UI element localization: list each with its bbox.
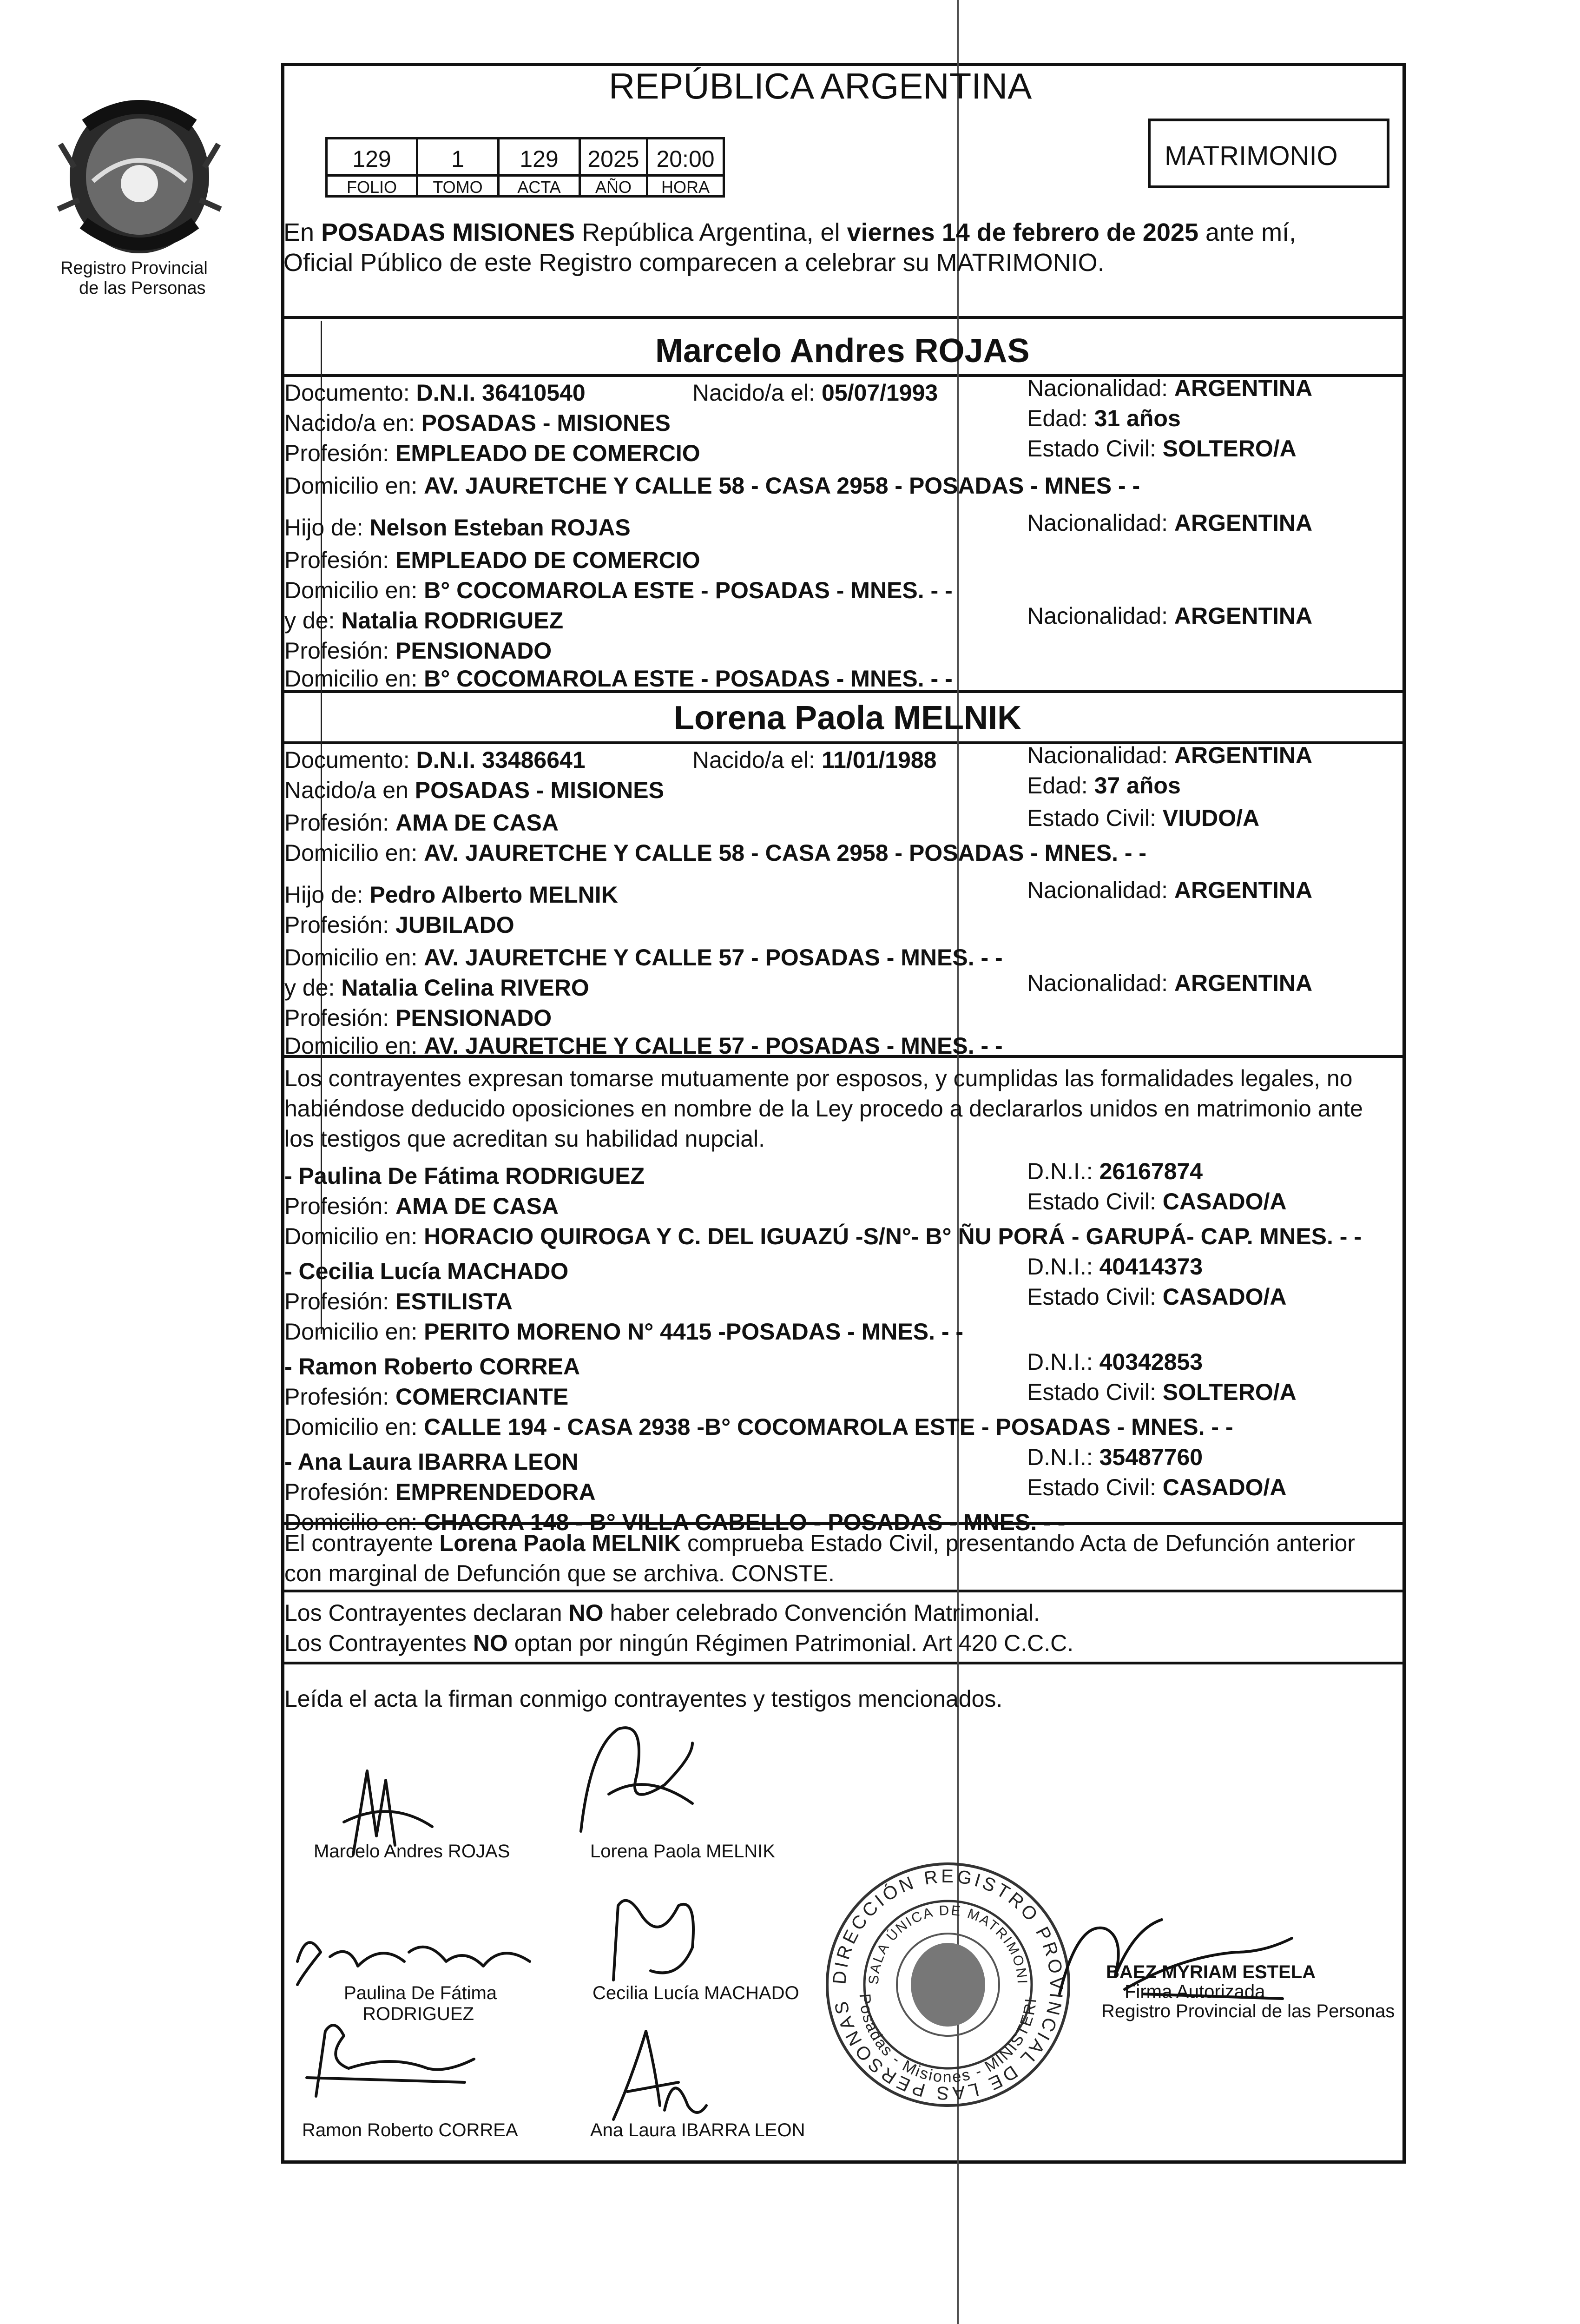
label: Domicilio en: — [284, 1319, 418, 1345]
intro-line-1 — [283, 218, 1296, 246]
bride-nationality — [1027, 741, 1312, 769]
read-note: Leída el acta la firman conmigo contrayentes y testigos mencionados. — [284, 1686, 1003, 1712]
label: Nacionalidad: — [1027, 375, 1168, 401]
label: Nacionalidad: — [1027, 877, 1168, 903]
value: VIUDO/A — [1162, 805, 1260, 831]
label: Profesión: — [284, 1288, 389, 1314]
value: B° COCOMAROLA ESTE - POSADAS - MNES. - - — [424, 577, 953, 603]
seal-outer-text: DIRECCIÓN REGISTRO PROVINCIAL DE LAS PERSONAS — [829, 1866, 1067, 2104]
groom-civil-status — [1027, 435, 1297, 462]
officer-role: Firma Autorizada — [1125, 1981, 1265, 2002]
label: Hijo de: — [284, 515, 363, 541]
value: 37 años — [1094, 772, 1181, 799]
witness-profession — [284, 1383, 568, 1411]
grid-value-folio: 129 — [325, 137, 418, 176]
label: Profesión: — [284, 1005, 389, 1031]
label: Estado Civil: — [1027, 436, 1156, 462]
label: Domicilio en: — [284, 1033, 418, 1059]
witness-dni — [1027, 1443, 1203, 1471]
witness-2-signature-label: Cecilia Lucía MACHADO — [592, 1983, 799, 2003]
label: y de: — [284, 975, 335, 1001]
registry-seal — [818, 1855, 1078, 2115]
witness-name: - Ramon Roberto CORREA — [284, 1353, 580, 1380]
value: Natalia RODRIGUEZ — [341, 607, 564, 634]
label: Domicilio en: — [284, 1223, 418, 1249]
bride-birthplace — [284, 776, 664, 804]
value: B° COCOMAROLA ESTE - POSADAS - MNES. - - — [424, 666, 953, 692]
label: Domicilio en: — [284, 1509, 418, 1535]
groom-mother — [284, 607, 563, 634]
witness-civil-status — [1027, 1473, 1286, 1501]
intro-suffix: ante mí, — [1205, 218, 1297, 246]
witness-profession — [284, 1478, 596, 1506]
bride-age — [1027, 772, 1181, 799]
value: Natalia Celina RIVERO — [341, 975, 589, 1001]
label: Hijo de: — [284, 882, 363, 908]
label: y de: — [284, 607, 335, 634]
value: Nelson Esteban ROJAS — [369, 515, 631, 541]
groom-born — [692, 379, 938, 407]
divider-signatures — [281, 1662, 1406, 1664]
groom-address — [284, 472, 1140, 500]
label: Nacido/a el: — [692, 380, 816, 406]
witness-3-signature-label: Ramon Roberto CORREA — [302, 2120, 518, 2140]
label: Domicilio en: — [284, 666, 418, 692]
witness-profession — [284, 1287, 513, 1315]
witness-profession — [284, 1192, 559, 1220]
value: HORACIO QUIROGA Y C. DEL IGUAZÚ -S/N°- B° ÑU PORÁ - GARUPÁ- CAP. MNES. - - — [424, 1223, 1362, 1249]
grid-label-tomo: TOMO — [416, 174, 500, 198]
intro-middle: República Argentina, el — [582, 218, 840, 246]
widow-prefix: El contrayente — [284, 1530, 433, 1556]
label: Domicilio en: — [284, 577, 418, 603]
bride-father-profession — [284, 911, 514, 939]
value: AV. JAURETCHE Y CALLE 58 - CASA 2958 - POSADAS - MNES. - - — [424, 840, 1147, 866]
province-shield-icon — [42, 84, 237, 260]
witness-2-signature — [586, 1887, 725, 1989]
value: AMA DE CASA — [395, 1193, 559, 1219]
grid-value-hora: 20:00 — [646, 137, 725, 176]
groom-father — [284, 514, 631, 541]
bride-mother-profession — [284, 1004, 552, 1032]
label: Nacionalidad: — [1027, 970, 1168, 996]
witness-name: - Cecilia Lucía MACHADO — [284, 1258, 569, 1284]
label: Profesión: — [284, 440, 389, 466]
intro-date: viernes 14 de febrero de 2025 — [847, 218, 1198, 246]
intro-line-2: Oficial Público de este Registro comparecen a celebrar su MATRIMONIO. — [283, 249, 1105, 277]
witness-dni — [1027, 1157, 1203, 1185]
witness-civil-status — [1027, 1283, 1286, 1311]
bride-mother — [284, 974, 589, 1002]
value: 26167874 — [1099, 1158, 1203, 1184]
witness-1-signature — [288, 1924, 548, 1989]
label: Nacionalidad: — [1027, 510, 1168, 536]
grid-value-acta: 129 — [497, 137, 581, 176]
label: Documento: — [284, 747, 410, 773]
document-type-box — [1148, 119, 1389, 188]
value: PENSIONADO — [395, 1005, 552, 1031]
value: AV. JAURETCHE Y CALLE 57 - POSADAS - MNES. - - — [424, 944, 1003, 971]
grid-value-tomo: 1 — [416, 137, 500, 176]
label: Nacido/a el: — [692, 747, 816, 773]
label: Nacionalidad: — [1027, 742, 1168, 768]
value: ARGENTINA — [1174, 742, 1313, 768]
conv-suffix: haber celebrado Convención Matrimonial. — [610, 1600, 1040, 1626]
bride-father-address — [284, 944, 1003, 971]
groom-doc — [284, 379, 586, 407]
value: ESTILISTA — [395, 1288, 513, 1314]
value: PERITO MORENO N° 4415 -POSADAS - MNES. - - — [424, 1319, 964, 1345]
groom-profession — [284, 439, 700, 467]
label: Edad: — [1027, 405, 1088, 431]
label: Documento: — [284, 380, 410, 406]
value: CALLE 194 - CASA 2938 -B° COCOMAROLA ESTE - POSADAS - MNES. - - — [424, 1414, 1233, 1440]
witness-4-signature-label: Ana Laura IBARRA LEON — [590, 2120, 805, 2140]
groom-father-address — [284, 576, 953, 604]
label: Nacionalidad: — [1027, 603, 1168, 629]
widow-note-line-2: con marginal de Defunción que se archiva. CONSTE. — [284, 1560, 835, 1586]
intro-prefix: En — [283, 218, 315, 246]
officer-name: BAEZ MYRIAM ESTELA — [1106, 1962, 1316, 1982]
grid-label-ano: AÑO — [579, 174, 648, 198]
value: EMPLEADO DE COMERCIO — [395, 440, 700, 466]
regime-no: NO — [473, 1630, 508, 1656]
value: PENSIONADO — [395, 638, 552, 664]
label: Domicilio en: — [284, 944, 418, 971]
intro-place: POSADAS MISIONES — [321, 218, 575, 246]
witness-civil-status — [1027, 1188, 1286, 1215]
witness-3-signature — [297, 2013, 483, 2106]
seal-stamp-icon — [818, 1855, 1078, 2115]
bride-father — [284, 881, 618, 909]
witness-4-signature — [595, 2013, 716, 2133]
groom-mother-profession — [284, 637, 552, 665]
value: COMERCIANTE — [395, 1384, 569, 1410]
value: CASADO/A — [1162, 1474, 1287, 1500]
label: Domicilio en: — [284, 840, 418, 866]
value: EMPLEADO DE COMERCIO — [395, 547, 700, 573]
label: D.N.I.: — [1027, 1444, 1093, 1470]
label: Estado Civil: — [1027, 1474, 1156, 1500]
bride-doc — [284, 746, 586, 774]
officer-office: Registro Provincial de las Personas — [1101, 2001, 1395, 2021]
value: ARGENTINA — [1174, 877, 1313, 903]
bride-signature — [553, 1701, 720, 1841]
groom-nationality — [1027, 374, 1312, 402]
label: Estado Civil: — [1027, 1284, 1156, 1310]
label: D.N.I.: — [1027, 1349, 1093, 1375]
value: AV. JAURETCHE Y CALLE 58 - CASA 2958 - POSADAS - MNES - - — [424, 473, 1140, 499]
grid-label-folio: FOLIO — [325, 174, 418, 198]
bride-name: Lorena Paola MELNIK — [674, 700, 1022, 737]
document-title: REPÚBLICA ARGENTINA — [609, 66, 1032, 106]
witness-name: - Ana Laura IBARRA LEON — [284, 1449, 579, 1475]
label: Estado Civil: — [1027, 1188, 1156, 1215]
bride-mother-address — [284, 1032, 1003, 1060]
groom-signature-label: Marcelo Andres ROJAS — [314, 1841, 510, 1862]
value: JUBILADO — [395, 912, 514, 938]
bride-address — [284, 839, 1146, 867]
value: CHACRA 148 - B° VILLA CABELLO - POSADAS - MNES. - - — [424, 1509, 1066, 1535]
declaration-line-2: habiéndose deducido oposiciones en nombre de la Ley procedo a declararlos unidos en matrimonio ante — [284, 1096, 1363, 1122]
label: Domicilio en: — [284, 473, 418, 499]
witness-address — [284, 1222, 1362, 1250]
value: POSADAS - MISIONES — [415, 777, 664, 803]
regime-note — [284, 1629, 1073, 1657]
groom-birthplace — [284, 409, 671, 437]
groom-mother-nationality — [1027, 602, 1312, 630]
witness-1-signature-label-2: RODRIGUEZ — [362, 2004, 474, 2024]
value: ARGENTINA — [1174, 510, 1313, 536]
regime-prefix: Los Contrayentes — [284, 1630, 467, 1656]
value: SOLTERO/A — [1162, 1379, 1297, 1405]
seal-bottom-text: Posadas - Misiones - MINISTERI — [856, 1993, 1040, 2086]
value: 11/01/1988 — [821, 747, 937, 773]
groom-mother-address — [284, 665, 953, 693]
label: Estado Civil: — [1027, 1379, 1156, 1405]
convention-note — [284, 1599, 1040, 1627]
bride-born — [692, 746, 936, 774]
groom-father-profession — [284, 546, 700, 574]
value: 31 años — [1094, 405, 1181, 431]
value: D.N.I. 33486641 — [416, 747, 586, 773]
value: SOLTERO/A — [1162, 436, 1297, 462]
value: CASADO/A — [1162, 1188, 1287, 1215]
widow-note-line-1 — [284, 1529, 1355, 1557]
grid-value-ano: 2025 — [579, 137, 648, 176]
bride-mother-nationality — [1027, 969, 1312, 997]
value: 40342853 — [1099, 1349, 1203, 1375]
value: ARGENTINA — [1174, 375, 1313, 401]
witness-dni — [1027, 1348, 1203, 1376]
groom-father-nationality — [1027, 509, 1312, 537]
widow-suffix: comprueba Estado Civil, presentando Acta de Defunción anterior — [687, 1530, 1355, 1556]
value: POSADAS - MISIONES — [421, 410, 671, 436]
witness-civil-status — [1027, 1378, 1297, 1406]
declaration-line-3: los testigos que acreditan su habilidad nupcial. — [284, 1126, 765, 1152]
value: ARGENTINA — [1174, 970, 1313, 996]
label: D.N.I.: — [1027, 1158, 1093, 1184]
label: Profesión: — [284, 912, 389, 938]
value: ARGENTINA — [1174, 603, 1313, 629]
label: Nacido/a en — [284, 777, 408, 803]
label: Nacido/a en: — [284, 410, 415, 436]
logo-line-2: de las Personas — [79, 278, 206, 298]
bride-father-nationality — [1027, 876, 1312, 904]
bride-signature-label: Lorena Paola MELNIK — [590, 1841, 776, 1862]
regime-suffix: optan por ningún Régimen Patrimonial. Art 420 C.C.C. — [514, 1630, 1074, 1656]
witness-name: - Paulina De Fátima RODRIGUEZ — [284, 1163, 645, 1189]
grid-label-acta: ACTA — [497, 174, 581, 198]
value: EMPRENDEDORA — [395, 1479, 596, 1505]
witness-address — [284, 1318, 963, 1346]
label: Profesión: — [284, 810, 389, 836]
declaration-line-1: Los contrayentes expresan tomarse mutuamente por esposos, y cumplidas las formalidades legales, no — [284, 1065, 1353, 1091]
witness-address — [284, 1413, 1233, 1441]
label: Domicilio en: — [284, 1414, 418, 1440]
value: D.N.I. 36410540 — [416, 380, 586, 406]
conv-no: NO — [568, 1600, 604, 1626]
value: 35487760 — [1099, 1444, 1203, 1470]
registry-logo — [42, 84, 237, 302]
bride-profession — [284, 809, 559, 837]
label: Profesión: — [284, 1193, 389, 1219]
logo-line-1: Registro Provincial — [60, 258, 208, 278]
divider-convention — [281, 1590, 1406, 1592]
label: Profesión: — [284, 638, 389, 664]
groom-age — [1027, 404, 1181, 432]
label: Edad: — [1027, 772, 1088, 799]
bride-civil-status — [1027, 804, 1259, 832]
seal-inner-text: SALA ÚNICA DE MATRIMONI — [866, 1902, 1030, 1986]
grid-label-hora: HORA — [646, 174, 725, 198]
witness-1-signature-label-1: Paulina De Fátima — [344, 1983, 497, 2003]
value: 05/07/1993 — [821, 380, 938, 406]
value: AV. JAURETCHE Y CALLE 57 - POSADAS - MNES. - - — [424, 1033, 1003, 1059]
label: Profesión: — [284, 1479, 389, 1505]
value: AMA DE CASA — [395, 810, 559, 836]
groom-name: Marcelo Andres ROJAS — [655, 332, 1030, 370]
witness-dni — [1027, 1253, 1203, 1281]
value: 40414373 — [1099, 1254, 1203, 1280]
document-type: MATRIMONIO — [1165, 141, 1338, 171]
label: Profesión: — [284, 547, 389, 573]
value: Pedro Alberto MELNIK — [369, 882, 618, 908]
label: D.N.I.: — [1027, 1254, 1093, 1280]
label: Estado Civil: — [1027, 805, 1156, 831]
divider-header — [281, 316, 1406, 319]
value: CASADO/A — [1162, 1284, 1287, 1310]
conv-prefix: Los Contrayentes declaran — [284, 1600, 562, 1626]
label: Profesión: — [284, 1384, 389, 1410]
widow-name: Lorena Paola MELNIK — [439, 1530, 681, 1556]
